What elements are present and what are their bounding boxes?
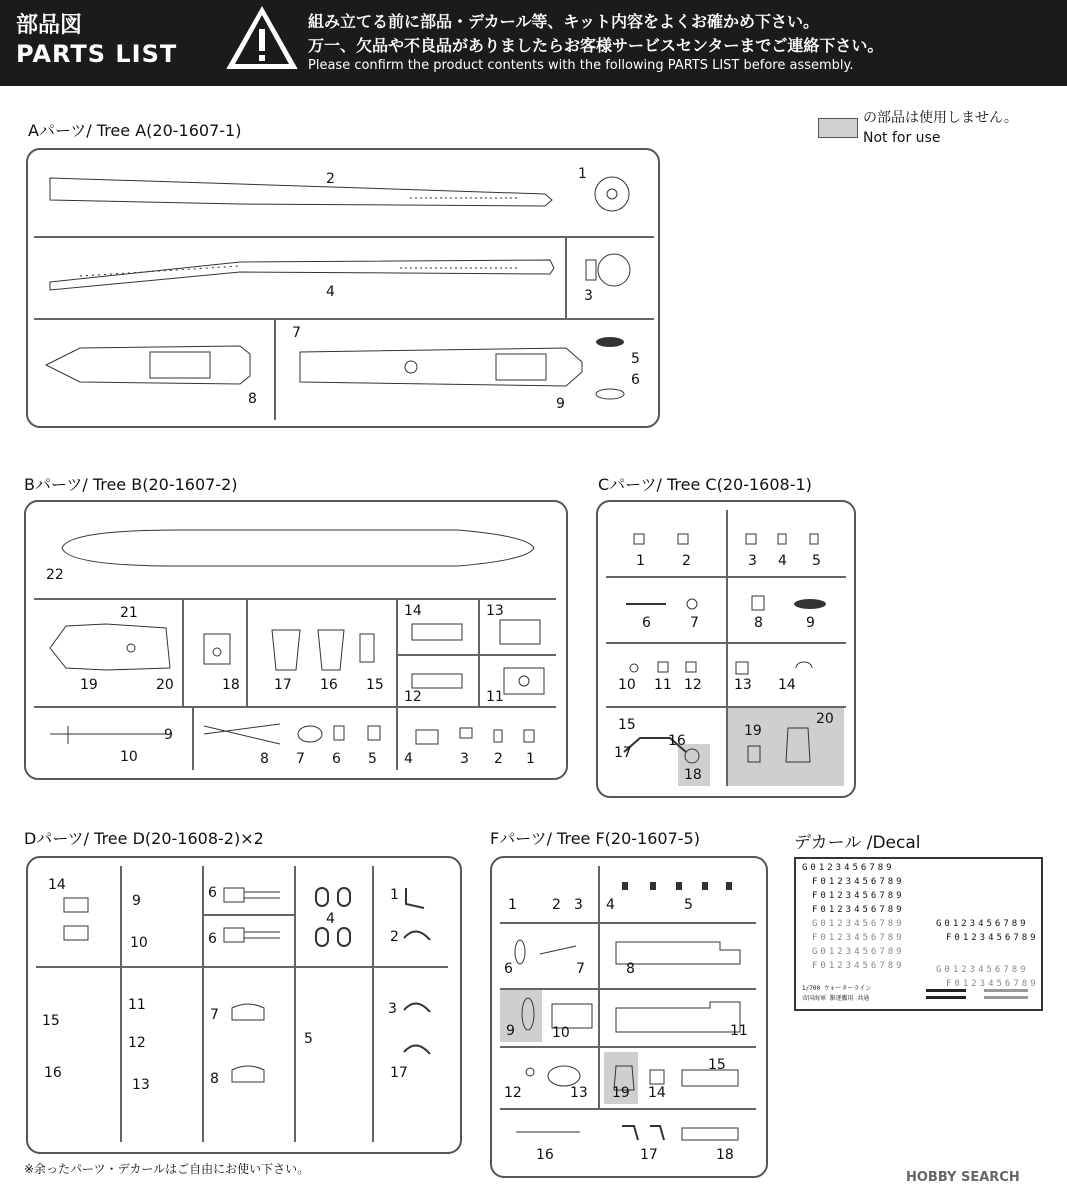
- part-label: 6: [642, 615, 651, 631]
- hull-side-part: [40, 170, 570, 210]
- decal-row: F0123456789: [946, 979, 1039, 989]
- part-label: 1: [526, 751, 535, 767]
- part-label: 2: [390, 929, 399, 945]
- gun-parts-c: [620, 594, 840, 614]
- part-label: 15: [42, 1013, 60, 1029]
- part-label: 18: [684, 767, 702, 783]
- part-label: 14: [404, 603, 422, 619]
- part-label: 17: [640, 1147, 658, 1163]
- part-label: 7: [210, 1007, 219, 1023]
- part-label: 3: [574, 897, 583, 913]
- deck-round-part: [590, 172, 634, 214]
- part-label: 9: [132, 893, 141, 909]
- decal-row: G0123456789: [802, 863, 895, 873]
- part-label: 10: [120, 749, 138, 765]
- part-label: 4: [326, 284, 335, 300]
- upper-deck-part: [296, 342, 586, 392]
- part-label: 18: [716, 1147, 734, 1163]
- part-label: 14: [778, 677, 796, 693]
- decal-row: F0123456789: [812, 877, 905, 887]
- decal-title: デカール /Decal: [794, 833, 921, 853]
- part-label: 12: [128, 1035, 146, 1051]
- small-parts-c: [606, 530, 842, 550]
- part-label: 20: [816, 711, 834, 727]
- tree-d-title: Dパーツ/ Tree D(20-1608-2)×2: [24, 829, 264, 848]
- part-label: 10: [552, 1025, 570, 1041]
- small-parts-b: [200, 720, 390, 750]
- part-label: 8: [248, 391, 257, 407]
- mast-parts: [46, 724, 176, 748]
- crane-arm-parts: [400, 996, 440, 1066]
- deck-structure-f-2: [610, 998, 750, 1038]
- decal-row: F0123456789: [812, 933, 905, 943]
- part-label: 2: [326, 171, 335, 187]
- part-label: 11: [128, 997, 146, 1013]
- decal-row: G0123456789: [812, 919, 905, 929]
- tree-a-title: Aパーツ/ Tree A(20-1607-1): [28, 121, 242, 140]
- small-parts-f: [614, 880, 754, 894]
- part-label: 7: [576, 961, 585, 977]
- header-notice-2: 万一、欠品や不良品がありましたらお客様サービスセンターまでご連絡下さい。: [308, 36, 884, 55]
- part-label: 16: [44, 1065, 62, 1081]
- deckhouse-parts-2: [408, 666, 552, 700]
- part-label: 5: [684, 897, 693, 913]
- part-label: 15: [708, 1057, 726, 1073]
- cabin-parts: [226, 1000, 276, 1090]
- part-label: 4: [404, 751, 413, 767]
- part-label: 5: [368, 751, 377, 767]
- part-label: 17: [390, 1065, 408, 1081]
- part-label: 6: [504, 961, 513, 977]
- part-label: 2: [494, 751, 503, 767]
- part-label: 6: [208, 931, 217, 947]
- header-title-en: PARTS LIST: [16, 40, 178, 68]
- decal-row: F0123456789: [812, 961, 905, 971]
- part-label: 21: [120, 605, 138, 621]
- main-deck-part: [40, 340, 260, 390]
- part-label: 3: [460, 751, 469, 767]
- part-label: 11: [730, 1023, 748, 1039]
- part-label: 5: [812, 553, 821, 569]
- part-label: 8: [626, 961, 635, 977]
- part-label: 11: [486, 689, 504, 705]
- part-label: 17: [274, 677, 292, 693]
- part-label: 17: [614, 745, 632, 761]
- decal-row: F0123456789: [946, 933, 1039, 943]
- part-label: 22: [46, 567, 64, 583]
- part-label: 7: [292, 325, 301, 341]
- footnote: ※余ったパーツ・デカールはご自由にお使い下さい。: [24, 1162, 310, 1176]
- part-label: 12: [504, 1085, 522, 1101]
- part-label: 18: [222, 677, 240, 693]
- tree-f-title: Fパーツ/ Tree F(20-1607-5): [490, 829, 700, 848]
- decal-row: G0123456789: [812, 947, 905, 957]
- part-label: 6: [631, 372, 640, 388]
- decal-row: F0123456789: [812, 905, 905, 915]
- part-label: 19: [612, 1085, 630, 1101]
- searchlight-parts: [58, 894, 98, 950]
- decal-caption: 帝国海軍 駆逐艦用 共通: [802, 995, 870, 1002]
- part-label: 9: [806, 615, 815, 631]
- part-label: 16: [320, 677, 338, 693]
- header-notice-en: Please confirm the product contents with the following PARTS LIST before assembly.: [308, 58, 854, 73]
- header-notice-1: 組み立てる前に部品・デカール等、キット内容をよくお確かめ下さい。: [308, 12, 820, 31]
- part-label: 3: [388, 1001, 397, 1017]
- part-label: 5: [304, 1031, 313, 1047]
- legend-text-jp: の部品は使用しません。: [863, 110, 1018, 126]
- decal-stripes: [922, 987, 1032, 1003]
- decal-sheet: [794, 857, 1043, 1011]
- part-label: 1: [636, 553, 645, 569]
- part-label: 10: [130, 935, 148, 951]
- ventilator-parts: [400, 884, 440, 954]
- watermark: HOBBY SEARCH: [906, 1170, 1020, 1185]
- part-label: 13: [734, 677, 752, 693]
- part-label: 2: [552, 897, 561, 913]
- part-label: 4: [326, 911, 335, 927]
- part-label: 7: [690, 615, 699, 631]
- header-bar: [0, 0, 1067, 86]
- part-label: 3: [584, 288, 593, 304]
- boat-parts: [594, 334, 634, 414]
- part-label: 12: [404, 689, 422, 705]
- legend-text-en: Not for use: [863, 130, 941, 146]
- misc-parts-c: [620, 722, 820, 774]
- decal-row: F0123456789: [812, 891, 905, 901]
- part-label: 6: [332, 751, 341, 767]
- hull-side-part-2: [40, 256, 560, 296]
- part-label: 14: [648, 1085, 666, 1101]
- part-label: 15: [366, 677, 384, 693]
- part-label: 11: [654, 677, 672, 693]
- part-label: 9: [164, 727, 173, 743]
- part-label: 2: [682, 553, 691, 569]
- part-label: 13: [486, 603, 504, 619]
- bridge-part: [198, 630, 238, 668]
- decal-row: G0123456789: [936, 919, 1029, 929]
- funnel-parts: [266, 626, 376, 674]
- part-label: 14: [48, 877, 66, 893]
- part-label: 9: [556, 396, 565, 412]
- part-label: 13: [570, 1085, 588, 1101]
- part-label: 3: [748, 553, 757, 569]
- part-label: 9: [506, 1023, 515, 1039]
- decal-caption: 1/700 ウォーターライン: [802, 985, 872, 992]
- part-label: 15: [618, 717, 636, 733]
- hull-bottom-part: [58, 526, 538, 570]
- part-label: 1: [508, 897, 517, 913]
- part-label: 6: [208, 885, 217, 901]
- part-label: 12: [684, 677, 702, 693]
- tree-b-title: Bパーツ/ Tree B(20-1607-2): [24, 475, 238, 494]
- part-label: 19: [744, 723, 762, 739]
- part-label: 7: [296, 751, 305, 767]
- gun-barrel-parts: [220, 884, 290, 948]
- part-label: 16: [668, 733, 686, 749]
- small-parts-b2: [412, 726, 542, 750]
- decal-row: G0123456789: [936, 965, 1029, 975]
- part-label: 8: [260, 751, 269, 767]
- part-label: 8: [754, 615, 763, 631]
- turret-base-part: [582, 250, 642, 290]
- part-label: 5: [631, 351, 640, 367]
- part-label: 19: [80, 677, 98, 693]
- tree-c-title: Cパーツ/ Tree C(20-1608-1): [598, 475, 812, 494]
- part-label: 1: [390, 887, 399, 903]
- part-label: 20: [156, 677, 174, 693]
- part-label: 13: [132, 1077, 150, 1093]
- deckhouse-parts: [408, 618, 552, 652]
- part-label: 1: [578, 166, 587, 182]
- warning-icon: [226, 5, 298, 71]
- part-label: 8: [210, 1071, 219, 1087]
- rail-parts-f: [510, 1122, 750, 1146]
- part-label: 4: [606, 897, 615, 913]
- gray-swatch: [818, 118, 858, 138]
- misc-parts-f: [610, 1058, 750, 1101]
- part-label: 16: [536, 1147, 554, 1163]
- header-title-jp: 部品図: [16, 13, 83, 38]
- part-label: 10: [618, 677, 636, 693]
- bridge-deck-part: [46, 620, 176, 676]
- part-label: 4: [778, 553, 787, 569]
